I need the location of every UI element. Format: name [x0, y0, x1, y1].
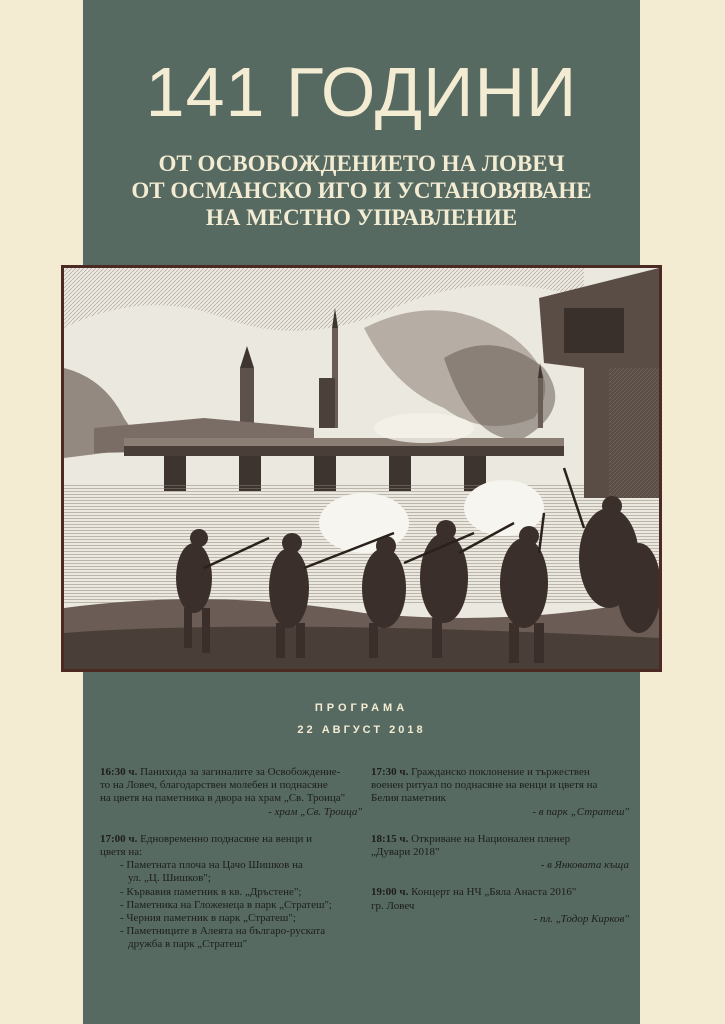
event-1700	[100, 833, 362, 952]
event-time: 16:30 ч.	[100, 766, 138, 778]
event-text-line: гр. Ловеч	[371, 899, 415, 912]
event-sub-item: - Паметната плоча на Цачо Шишков на	[120, 859, 303, 872]
event-time: 19:00 ч.	[371, 886, 409, 899]
engraving-drawing	[64, 268, 659, 669]
event-text-line: цветя на:	[100, 846, 143, 859]
event-text-line: Едновременно поднасяне на венци и	[140, 832, 312, 845]
event-1900	[371, 886, 629, 926]
event-sub-item: - Черния паметник в парк „Стратеш";	[120, 912, 296, 925]
event-text-line: „Дувари 2018"	[371, 846, 440, 859]
event-text-line: то на Ловеч, благодарствен молебен и поднасяне	[100, 779, 328, 792]
event-text-line: Откриване на Национален пленер	[411, 832, 571, 845]
event-time: 17:00 ч.	[100, 832, 138, 845]
event-1730	[371, 766, 629, 819]
event-text-line: военен ритуал по поднасяне на венци и цветя на	[371, 779, 598, 792]
subtitle-line: ОТ ОСВОБОЖДЕНИЕТО НА ЛОВЕЧ	[158, 151, 565, 176]
event-sub-item: ул. „Ц. Шишков";	[128, 872, 211, 885]
battle-engraving-image	[61, 265, 662, 672]
event-location: - в Янковата къща	[540, 859, 629, 872]
event-sub-item: - Паметника на Гложенеца в парк „Стратеш";	[120, 898, 332, 911]
event-text	[371, 766, 629, 779]
event-text	[100, 766, 362, 779]
event-location: - храм „Св. Троица"	[268, 805, 362, 818]
event-sub-item: - Кървавия паметник в кв. „Дръстене";	[120, 885, 302, 898]
page-title: 141 ГОДИНИ	[145, 53, 578, 131]
event-sub-item: - Паметниците в Алеята на българо-руската	[120, 925, 326, 938]
event-time: 18:15 ч.	[371, 832, 409, 845]
event-location: - пл. „Тодор Кирков"	[533, 912, 629, 925]
event-text	[371, 833, 629, 846]
event-text-line: на цветя на паметника в двора на храм „Св. Троица"	[100, 792, 346, 805]
event-text	[371, 886, 629, 899]
event-location: - в парк „Стратеш"	[532, 805, 629, 818]
event-text-line: Панихида за загиналите за Освобождение-	[140, 766, 341, 778]
event-text-line: Белия паметник	[371, 792, 446, 805]
event-time: 17:30 ч.	[371, 766, 409, 778]
program-date: 22 АВГУСТ 2018	[297, 724, 426, 736]
subtitle-line: НА МЕСТНО УПРАВЛЕНИЕ	[205, 205, 518, 230]
program-heading: ПРОГРАМА	[314, 702, 409, 714]
event-text	[100, 833, 362, 846]
event-sub-item: дружба в парк „Стратеш"	[128, 938, 248, 951]
events-left-column	[100, 766, 362, 966]
subtitle-line: ОТ ОСМАНСКО ИГО И УСТАНОВЯВАНЕ	[131, 178, 592, 203]
event-1815	[371, 833, 629, 873]
event-1630	[100, 766, 362, 819]
program-header	[83, 700, 640, 738]
events-right-column	[371, 766, 629, 940]
subtitle	[83, 150, 640, 231]
event-text-line: Гражданско поклонение и тържествен	[411, 766, 590, 778]
event-text-line: Концерт на НЧ „Бяла Анаста 2016"	[411, 886, 577, 899]
